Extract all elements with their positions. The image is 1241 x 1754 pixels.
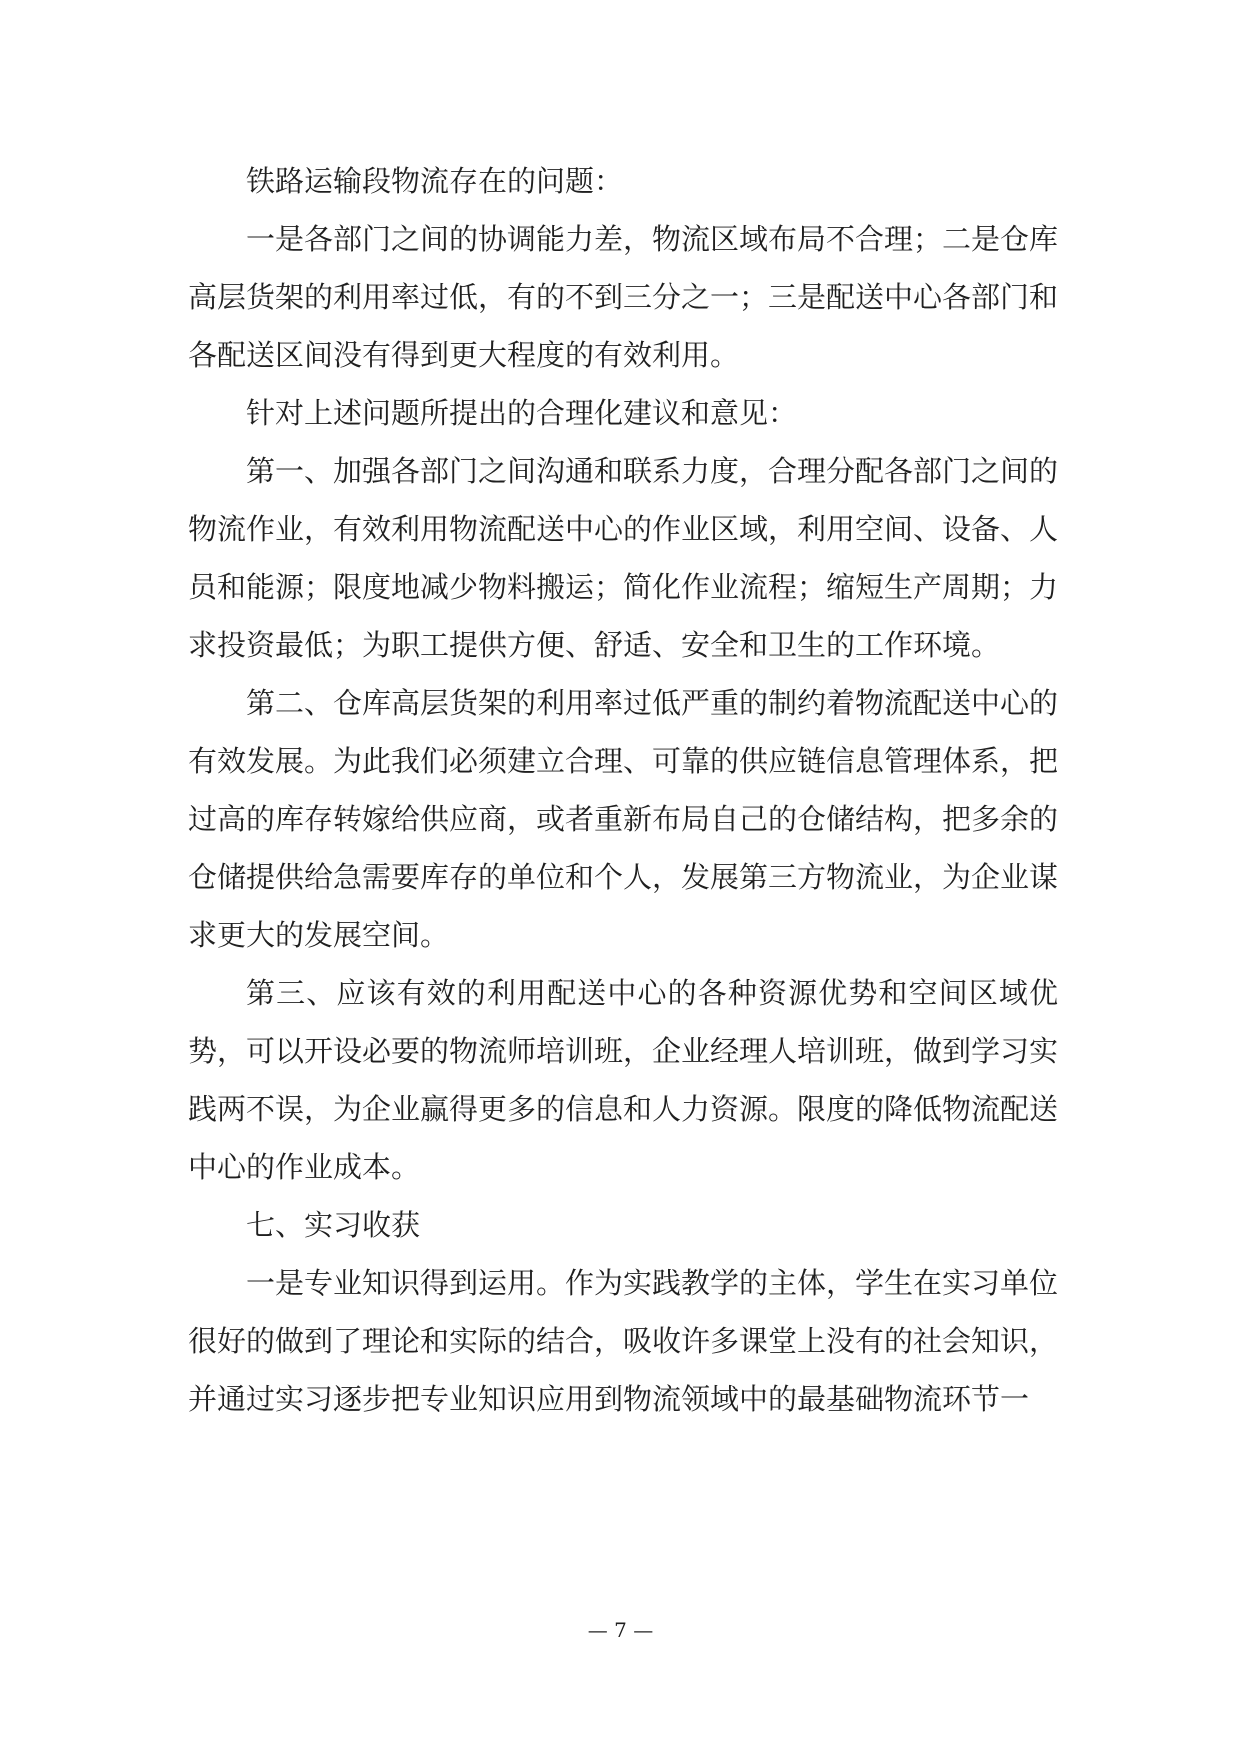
- paragraph-suggestion-three: 第三、应该有效的利用配送中心的各种资源优势和空间区域优势，可以开设必要的物流师培训班，企业经理人培训班，做到学习实践两不误，为企业赢得更多的信息和人力资源。限度的降低物流配送中心的作业成本。: [188, 976, 1059, 1184]
- document-body: [188, 152, 1058, 1428]
- page-number: — 7 —: [587, 1618, 654, 1642]
- section-heading-internship-gains: 七、实习收获: [246, 1208, 421, 1242]
- paragraph-gain-one: 一是专业知识得到运用。作为实践教学的主体，学生在实习单位很好的做到了理论和实际的结合，吸收许多课堂上没有的社会知识，并通过实习逐步把专业知识应用到物流领域中的最基础物流环节一: [188, 1266, 1059, 1416]
- paragraph-suggestion-two: 第二、仓库高层货架的利用率过低严重的制约着物流配送中心的有效发展。为此我们必须建立合理、可靠的供应链信息管理体系，把过高的库存转嫁给供应商，或者重新布局自己的仓储结构，把多余的仓储提供给急需要库存的单位和个人，发展第三方物流业，为企业谋求更大的发展空间。: [188, 686, 1059, 952]
- paragraph-railway-problems-heading: 铁路运输段物流存在的问题：: [246, 164, 624, 198]
- paragraph-suggestion-one: 第一、加强各部门之间沟通和联系力度，合理分配各部门之间的物流作业，有效利用物流配送中心的作业区域，利用空间、设备、人员和能源；限度地减少物料搬运；简化作业流程；缩短生产周期；力求投资最低；为职工提供方便、舒适、安全和卫生的工作环境。: [188, 454, 1059, 662]
- paragraph-problems-list: 一是各部门之间的协调能力差，物流区域布局不合理；二是仓库高层货架的利用率过低，有的不到三分之一；三是配送中心各部门和各配送区间没有得到更大程度的有效利用。: [188, 222, 1059, 372]
- paragraph-suggestions-heading: 针对上述问题所提出的合理化建议和意见：: [246, 396, 798, 430]
